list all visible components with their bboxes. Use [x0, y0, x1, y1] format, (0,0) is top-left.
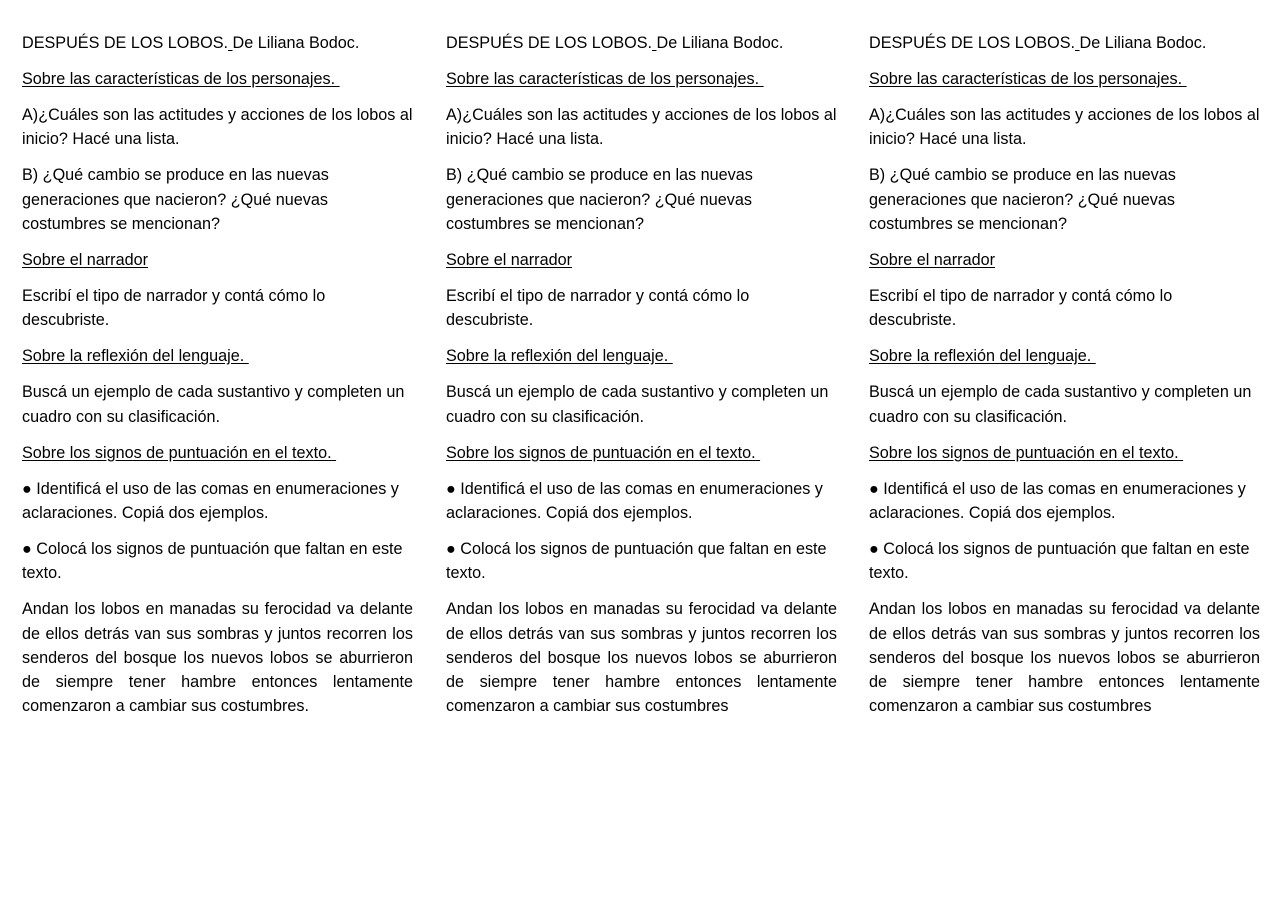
passage-text: Andan los lobos en manadas su ferocidad va delante de ellos detrás van sus sombras y juntos recorren los senderos del bosque los nuevos lobos se aburrieron de siempre tener hambre entonces lentamente comenzaron a cambiar sus costumbres	[446, 600, 837, 716]
title-text: DESPUÉS DE LOS LOBOS.	[869, 34, 1076, 52]
bullet-commas: ● Identificá el uso de las comas en enumeraciones y aclaraciones. Copiá dos ejemplos.	[869, 479, 1246, 523]
passage-text: Andan los lobos en manadas su ferocidad va delante de ellos detrás van sus sombras y juntos recorren los senderos del bosque los nuevos lobos se aburrieron de siempre tener hambre entonces lentamente comenzaron a cambiar sus costumbres	[869, 600, 1260, 716]
bullet-punctuation: ● Colocá los signos de puntuación que faltan en este texto.	[869, 540, 1250, 583]
language-task: Buscá un ejemplo de cada sustantivo y completen un cuadro con su clasificación.	[446, 383, 829, 426]
question-b: B) ¿Qué cambio se produce en las nuevas generaciones que nacieron? ¿Qué nuevas costumbres se mencionan?	[446, 166, 753, 233]
heading-language: Sobre la reflexión del lenguaje.	[22, 347, 249, 366]
heading-narrator: Sobre el narrador	[446, 250, 572, 269]
worksheet-title	[869, 31, 1260, 55]
worksheet-column-3	[869, 31, 1260, 730]
title-text: DESPUÉS DE LOS LOBOS.	[22, 34, 229, 52]
worksheet-column-2	[446, 31, 837, 730]
heading-characters: Sobre las características de los personajes.	[22, 70, 340, 89]
bullet-commas: ● Identificá el uso de las comas en enumeraciones y aclaraciones. Copiá dos ejemplos.	[22, 479, 399, 523]
question-a: A)¿Cuáles son las actitudes y acciones de los lobos al inicio? Hacé una lista.	[22, 106, 413, 149]
title-author: De Liliana Bodoc.	[232, 34, 360, 52]
heading-characters: Sobre las características de los personajes.	[446, 70, 764, 89]
worksheet-column-1	[22, 31, 413, 730]
language-task: Buscá un ejemplo de cada sustantivo y completen un cuadro con su clasificación.	[22, 383, 405, 426]
heading-narrator: Sobre el narrador	[22, 250, 148, 269]
bullet-commas: ● Identificá el uso de las comas en enumeraciones y aclaraciones. Copiá dos ejemplos.	[446, 479, 823, 523]
question-a: A)¿Cuáles son las actitudes y acciones de los lobos al inicio? Hacé una lista.	[446, 106, 837, 149]
narrator-task: Escribí el tipo de narrador y contá cómo lo descubriste.	[869, 287, 1173, 330]
title-author: De Liliana Bodoc.	[656, 34, 784, 52]
title-author: De Liliana Bodoc.	[1079, 34, 1207, 52]
heading-punctuation: Sobre los signos de puntuación en el texto.	[22, 443, 337, 462]
language-task: Buscá un ejemplo de cada sustantivo y completen un cuadro con su clasificación.	[869, 383, 1252, 426]
question-b: B) ¿Qué cambio se produce en las nuevas generaciones que nacieron? ¿Qué nuevas costumbres se mencionan?	[869, 166, 1176, 233]
heading-language: Sobre la reflexión del lenguaje.	[869, 347, 1096, 366]
narrator-task: Escribí el tipo de narrador y contá cómo lo descubriste.	[22, 287, 326, 330]
bullet-punctuation: ● Colocá los signos de puntuación que faltan en este texto.	[22, 540, 403, 583]
heading-punctuation: Sobre los signos de puntuación en el texto.	[869, 443, 1184, 462]
passage-text: Andan los lobos en manadas su ferocidad va delante de ellos detrás van sus sombras y juntos recorren los senderos del bosque los nuevos lobos se aburrieron de siempre tener hambre entonces lentamente comenzaron a cambiar sus costumbres.	[22, 600, 413, 716]
heading-narrator: Sobre el narrador	[869, 250, 995, 269]
title-text: DESPUÉS DE LOS LOBOS.	[446, 34, 653, 52]
worksheet-title	[22, 31, 413, 55]
heading-characters: Sobre las características de los personajes.	[869, 70, 1187, 89]
question-a: A)¿Cuáles son las actitudes y acciones de los lobos al inicio? Hacé una lista.	[869, 106, 1260, 149]
narrator-task: Escribí el tipo de narrador y contá cómo lo descubriste.	[446, 287, 750, 330]
heading-punctuation: Sobre los signos de puntuación en el texto.	[446, 443, 761, 462]
worksheet-title	[446, 31, 837, 55]
heading-language: Sobre la reflexión del lenguaje.	[446, 347, 673, 366]
question-b: B) ¿Qué cambio se produce en las nuevas generaciones que nacieron? ¿Qué nuevas costumbres se mencionan?	[22, 166, 329, 233]
bullet-punctuation: ● Colocá los signos de puntuación que faltan en este texto.	[446, 540, 827, 583]
